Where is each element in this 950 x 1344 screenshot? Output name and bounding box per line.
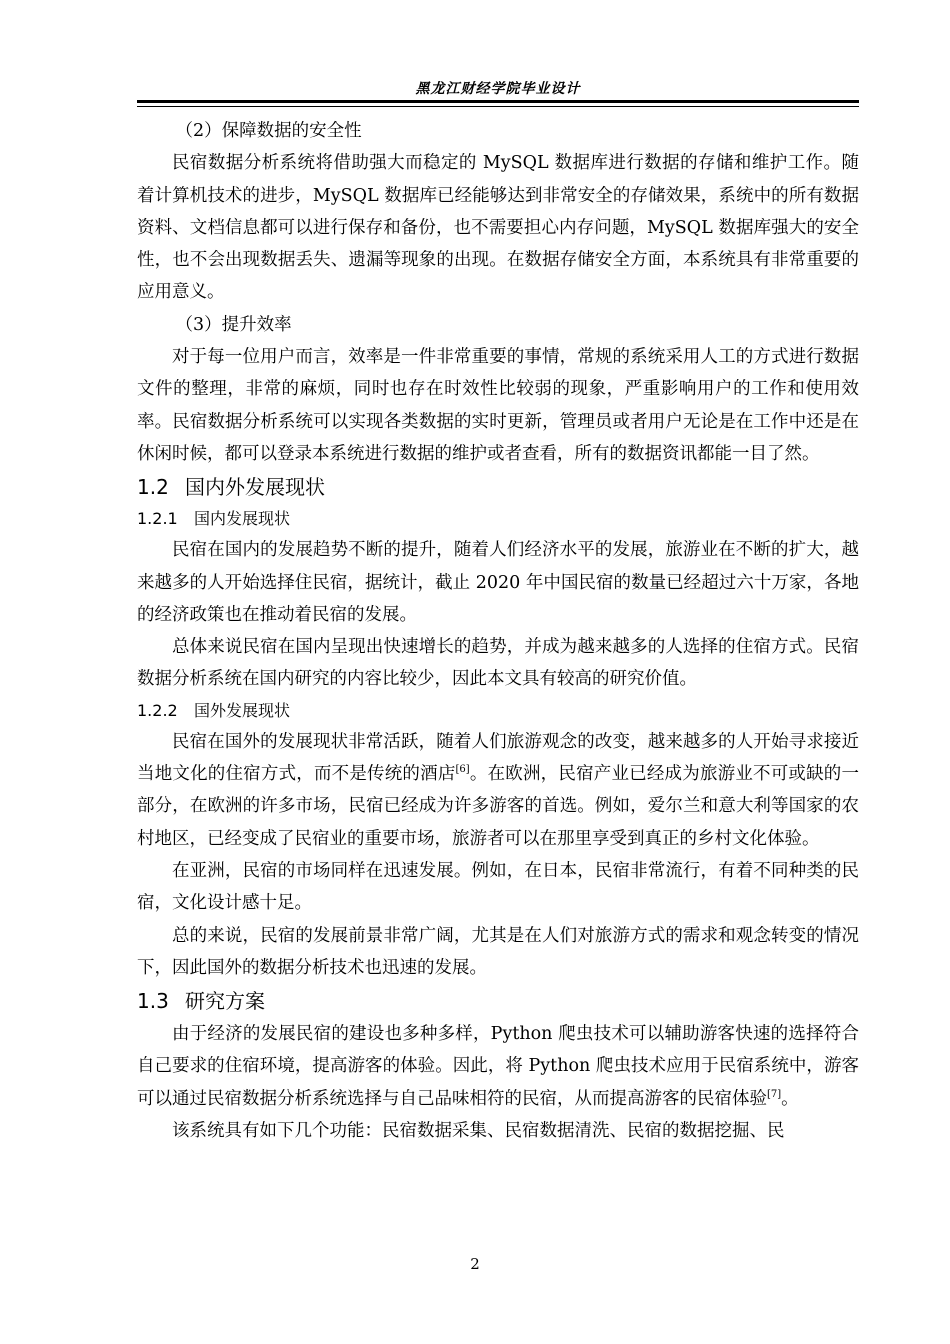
paragraph: 总体来说民宿在国内呈现出快速增长的趋势，并成为越来越多的人选择的住宿方式。民宿数据分析系统在国内研究的内容比较少，因此本文具有较高的研究价值。 [137, 637, 859, 690]
paragraph: 民宿在国内的发展趋势不断的提升，随着人们经济水平的发展，旅游业在不断的扩大，越来越多的人开始选择住民宿，据统计，截止 2020 年中国民宿的数量已经超过六十万家，各地的经济政策也在推动着民宿的发展。 [137, 540, 859, 625]
section-title: 国内外发展现状 [185, 475, 325, 500]
paragraph: 该系统具有如下几个功能：民宿数据采集、民宿数据清洗、民宿的数据挖掘、民 [172, 1121, 785, 1142]
paragraph: 对于每一位用户而言，效率是一件非常重要的事情，常规的系统采用人工的方式进行数据文件的整理，非常的麻烦，同时也存在时效性比较弱的现象，严重影响用户的工作和使用效率。民宿数据分析系统可以实现各类数据的实时更新，管理员或者用户无论是在工作中还是在休闲时候，都可以登录本系统进行数据的维护或者查看，所有的数据资讯都能一目了然。 [137, 347, 859, 464]
paragraph-text: 由于经济的发展民宿的建设也多种多样，Python 爬虫技术可以辅助游客快速的选择符合自己要求的住宿环境，提高游客的体验。因此，将 Python 爬虫技术应用于民宿系统中，游客可以通过民宿数据分析系统选择与自己品味相符的民宿，从而提高游客的民宿体验 [137, 1024, 859, 1109]
paragraph-text: 。在欧洲，民宿产业已经成为旅游业不可或缺的一部分，在欧洲的许多市场，民宿已经成为许多游客的首选。例如，爱尔兰和意大利等国家的农村地区，已经变成了民宿业的重要市场，旅游者可以在那里享受到真正的乡村文化体验。 [137, 764, 860, 849]
header-rule-thin [137, 106, 859, 107]
paragraph: 总的来说，民宿的发展前景非常广阔，尤其是在人们对旅游方式的需求和观念转变的情况下，因此国外的数据分析技术也迅速的发展。 [137, 925, 859, 978]
subsection-title: 国内发展现状 [194, 509, 291, 529]
item-heading: （3）提升效率 [175, 314, 292, 335]
page-number: 2 [470, 1255, 480, 1273]
subsection-heading [137, 504, 859, 534]
subsection-heading [137, 696, 859, 726]
paragraph-text: 民宿在国外的发展现状非常活跃，随着人们旅游观念的改变，越来越多的人开始寻求接近当地文化的住宿方式，而不是传统的酒店 [137, 731, 859, 785]
paragraph [137, 726, 859, 855]
paragraph: 在亚洲，民宿的市场同样在迅速发展。例如，在日本，民宿非常流行，有着不同种类的民宿，文化设计感十足。 [137, 860, 859, 914]
citation-ref: [6] [455, 764, 470, 776]
section-title: 研究方案 [185, 989, 265, 1014]
document-body [137, 115, 859, 1147]
item-heading: （2）保障数据的安全性 [175, 121, 362, 141]
section-number: 1.3 [137, 989, 169, 1014]
section-heading [137, 470, 859, 504]
paragraph-text: 。 [781, 1088, 799, 1109]
subsection-title: 国外发展现状 [194, 700, 291, 720]
section-heading [137, 984, 859, 1018]
section-number: 1.2 [137, 475, 169, 500]
running-header: 黑龙江财经学院毕业设计 [415, 81, 581, 97]
header-rule-thick [137, 100, 859, 103]
citation-ref: [7] [767, 1088, 782, 1100]
subsection-number: 1.2.2 [137, 700, 178, 720]
subsection-number: 1.2.1 [137, 509, 178, 529]
paragraph: 民宿数据分析系统将借助强大而稳定的 MySQL 数据库进行数据的存储和维护工作。随着计算机技术的进步，MySQL 数据库已经能够达到非常安全的存储效果，系统中的所有数据资料、文档信息都可以进行保存和备份，也不需要担心内存问题，MySQL 数据库强大的安全性，也不会出现数据丢失、遗漏等现象的出现。在数据存储安全方面，本系统具有非常重要的应用意义。 [137, 153, 859, 303]
paragraph [137, 1018, 859, 1115]
